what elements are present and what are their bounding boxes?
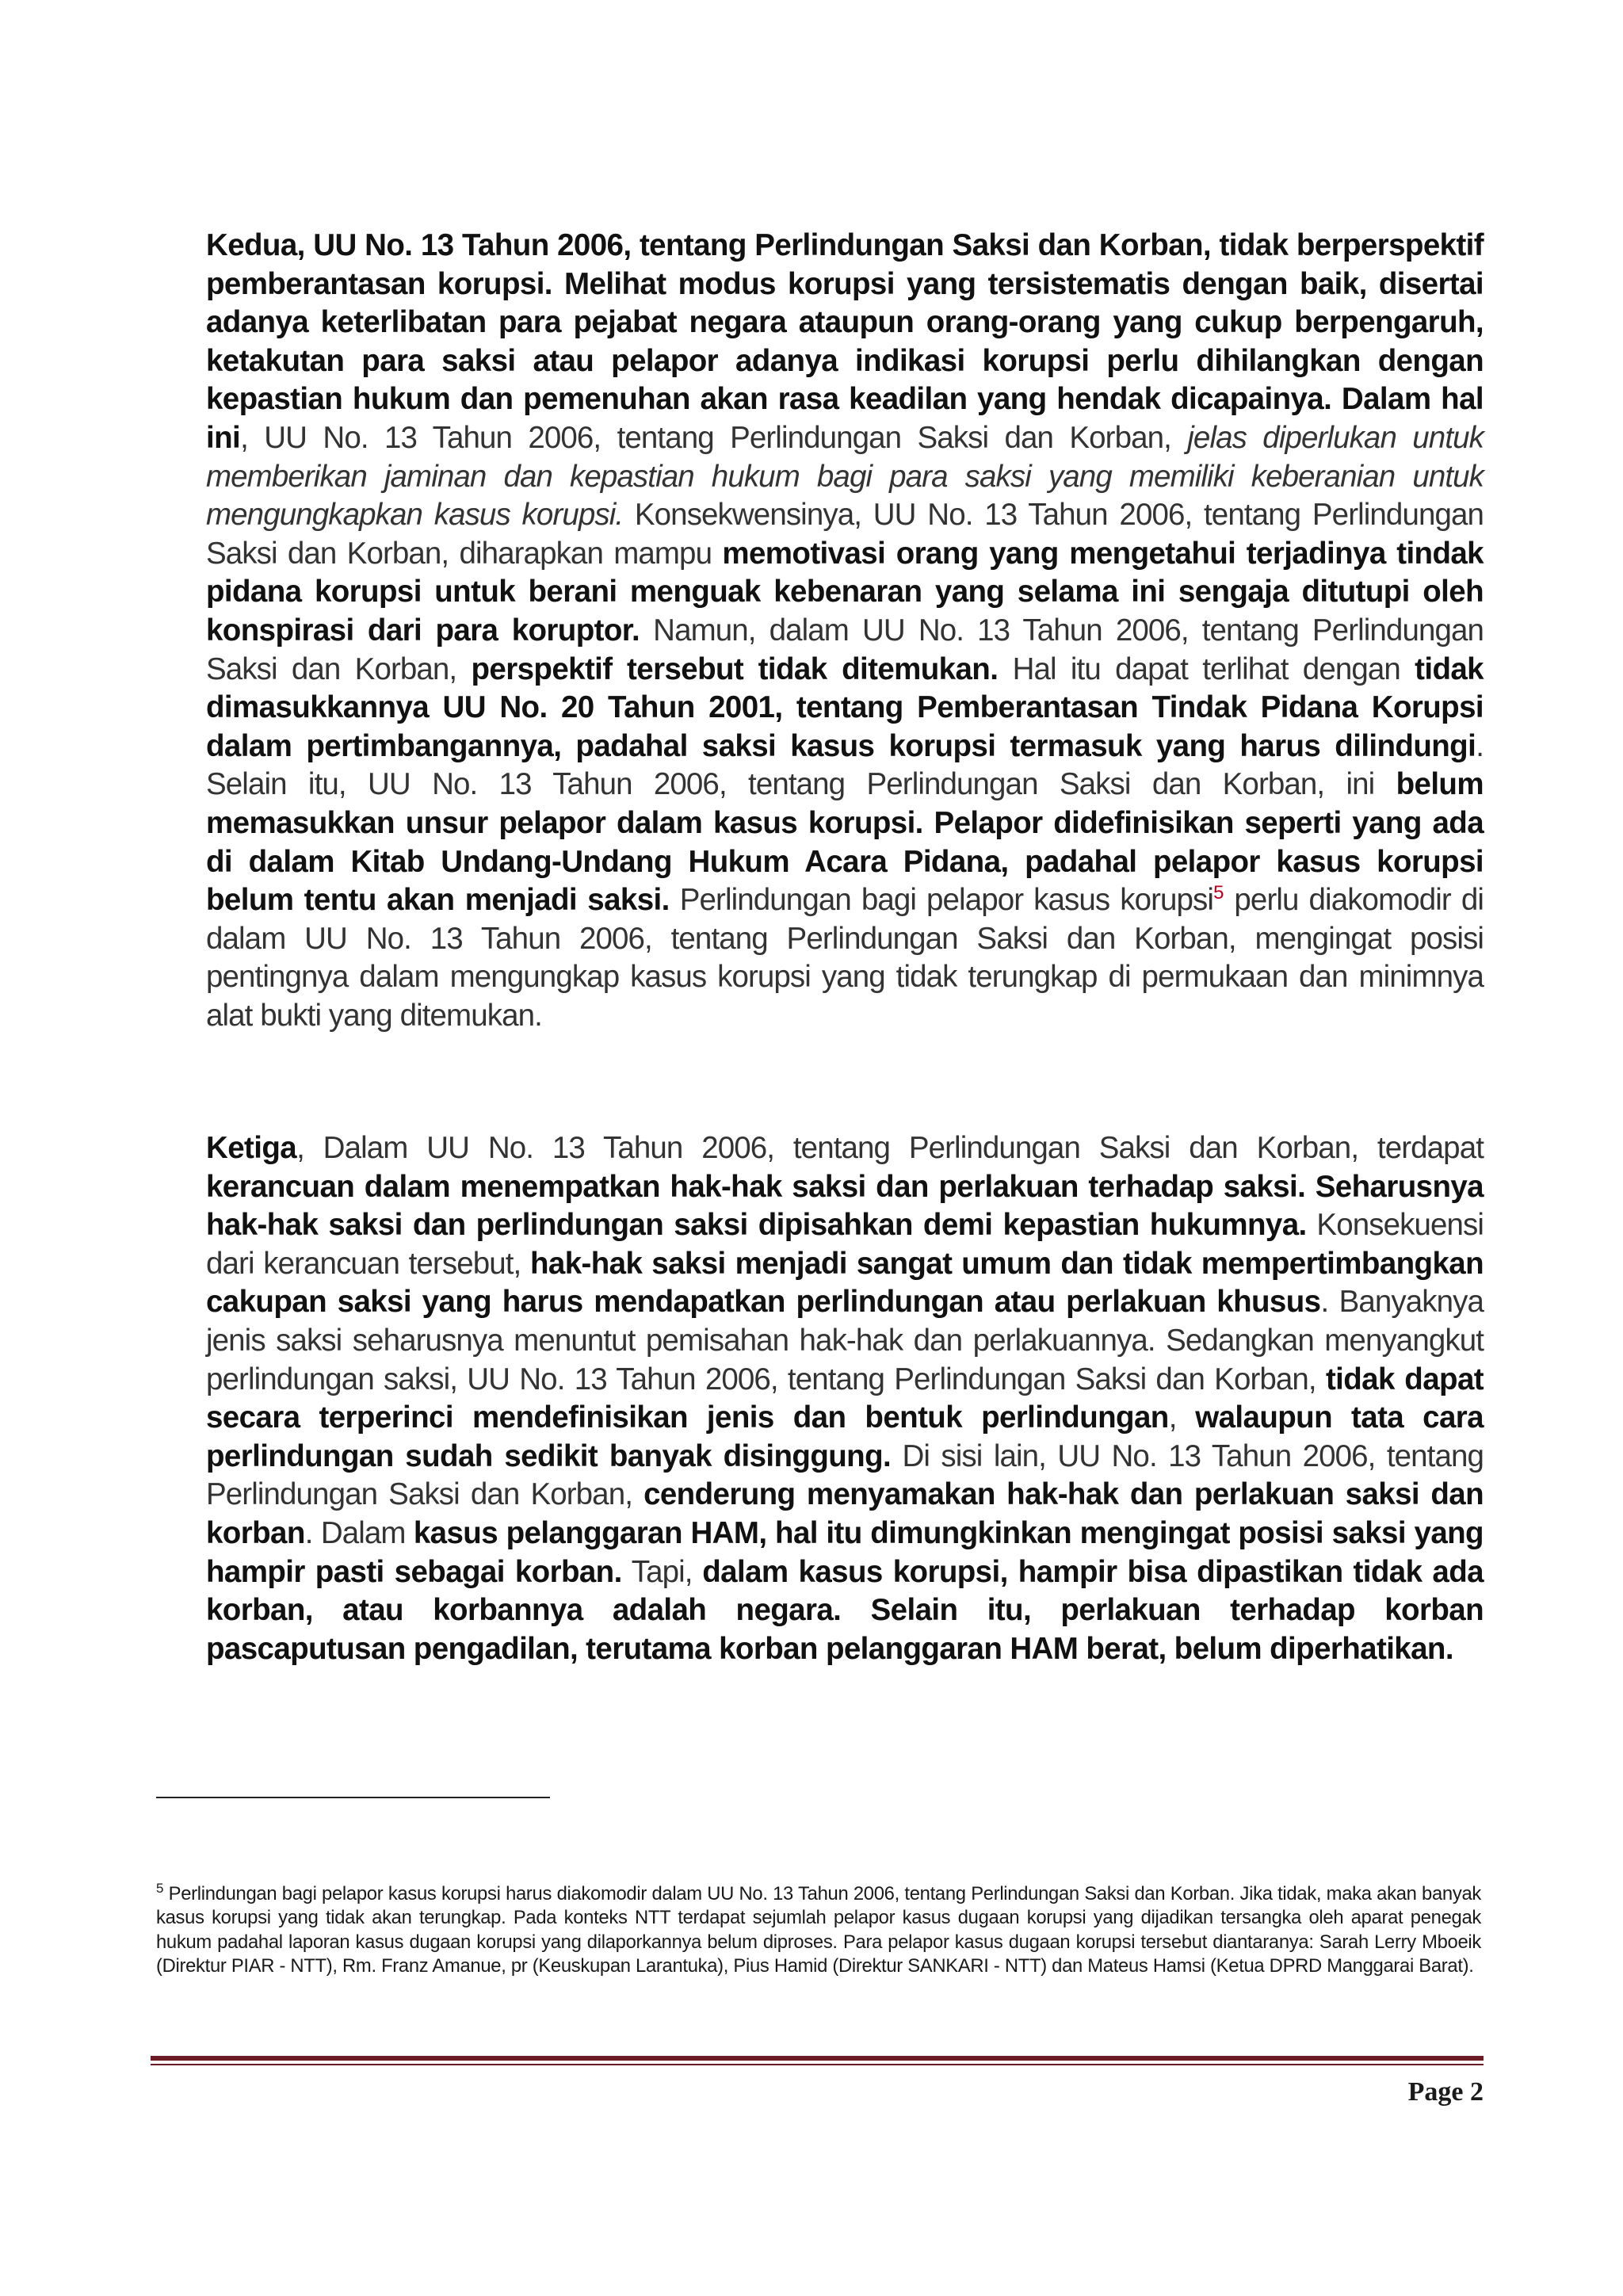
run: Ketiga [206, 1131, 297, 1165]
run: Perlindungan bagi pelapor kasus korupsi [669, 883, 1214, 918]
page-number: Page 2 [1407, 2077, 1484, 2107]
paragraph-ketiga [206, 1129, 1484, 1668]
footnote-mark: 5 [156, 1881, 164, 1897]
run: memotivasi orang yang mengetahui terjadinya tindak pidana korupsi untuk berani menguak kebenaran yang selama ini sengaja ditutupi oleh konspirasi dari para koruptor. [206, 536, 1484, 648]
run: , [1168, 1400, 1196, 1435]
run: belum memasukkan unsur pelapor dalam kasus korupsi. Pelapor didefinisikan seperti yang ada di dalam Kitab Undang-Undang Hukum Acara Pidana, padahal pelapor kasus korupsi belum tentu akan menjadi saksi. [206, 767, 1484, 918]
run: . Banyaknya jenis saksi seharusnya menuntut pemisahan hak-hak dan perlakuannya. Sedangkan menyangkut perlindungan saksi, UU No. 13 Tahun 2006, tentang Perlindungan Saksi dan Korban, [206, 1285, 1484, 1396]
run: Di sisi lain, UU No. 13 Tahun 2006, tentang Perlindungan Saksi dan Korban, [206, 1438, 1484, 1512]
run: tidak dimasukkannya UU No. 20 Tahun 2001, tentang Pemberantasan Tindak Pidana Korupsi dalam pertimbangannya, padahal saksi kasus korupsi termasuk yang harus dilindungi [206, 651, 1484, 763]
run: , UU No. 13 Tahun 2006, tentang Perlindungan Saksi dan Korban, [240, 420, 1188, 455]
footnote-text: Perlindungan bagi pelapor kasus korupsi harus diakomodir dalam UU No. 13 Tahun 2006, tentang Perlindungan Saksi dan Korban. Jika tidak, maka akan banyak kasus korupsi yang tidak akan terungkap. Pada konteks NTT terdapat sejumlah pelapor kasus dugaan korupsi yang dijadikan tersangka oleh aparat penegak hukum padahal laporan kasus dugaan korupsi yang dilaporkannya belum diproses. Para pelapor kasus dugaan korupsi tersebut diantaranya: Sarah Lerry Mboeik (Direktur PIAR - NTT), Rm. Franz Amanue, pr (Keuskupan Larantuka), Pius Hamid (Direktur SANKARI - NTT) dan Mateus Hamsi (Ketua DPRD Manggarai Barat). [156, 1883, 1481, 1977]
run: Konsekuensi dari kerancuan tersebut, [206, 1208, 1484, 1281]
run: , Dalam UU No. 13 Tahun 2006, tentang Perlindungan Saksi dan Korban, terdapat [296, 1131, 1484, 1165]
run: jelas diperlukan untuk memberikan jaminan dan kepastian hukum bagi para saksi yang memiliki keberanian untuk mengungkapkan kasus korupsi. [206, 420, 1484, 533]
footnote-separator [156, 1797, 550, 1798]
run: walaupun tata cara perlindungan sudah sedikit banyak disinggung. [206, 1400, 1484, 1473]
footer-rule-thin [151, 2064, 1484, 2065]
run: perspektif tersebut tidak ditemukan. [471, 651, 999, 686]
paragraph-kedua [206, 227, 1484, 1035]
run: Tapi, [621, 1554, 703, 1589]
footnote-reference-link[interactable]: 5 [1213, 882, 1224, 904]
run: . Dalam [304, 1515, 414, 1550]
run: . Selain itu, UU No. 13 Tahun 2006, tentang Perlindungan Saksi dan Korban, ini [206, 728, 1484, 802]
run: dalam kasus korupsi, hampir bisa dipastikan tidak ada korban, atau korbannya adalah negara. Selain itu, perlakuan terhadap korban pascaputusan pengadilan, terutama korban pelanggaran HAM berat, belum diperhatikan. [206, 1554, 1484, 1666]
run: kasus pelanggaran HAM, hal itu dimungkinkan mengingat posisi saksi yang hampir pasti sebagai korban. [206, 1515, 1484, 1589]
run: kerancuan dalam menempatkan hak-hak saksi dan perlakuan terhadap saksi. Seharusnya hak-hak saksi dan perlindungan saksi dipisahkan demi kepastian hukumnya. [206, 1169, 1484, 1243]
run: Konsekwensinya, UU No. 13 Tahun 2006, tentang Perlindungan Saksi dan Korban, diharapkan mampu [206, 498, 1484, 571]
run: Kedua, UU No. 13 Tahun 2006, tentang Perlindungan Saksi dan Korban, tidak berperspektif pemberantasan korupsi. Melihat modus korupsi yang tersistematis dengan baik, disertai adanya keterlibatan para pejabat negara ataupun orang-orang yang cukup berpengaruh, ketakutan para saksi atau pelapor adanya indikasi korupsi perlu dihilangkan dengan kepastian hukum dan pemenuhan akan rasa keadilan yang hendak dicapainya. Dalam hal ini [206, 228, 1484, 455]
run: Hal itu dapat terlihat dengan [998, 651, 1415, 686]
footer-rule-thick [151, 2056, 1484, 2061]
run: tidak dapat secara terperinci mendefinisikan jenis dan bentuk perlindungan [206, 1362, 1484, 1435]
run: cenderung menyamakan hak-hak dan perlakuan saksi dan korban [206, 1477, 1484, 1550]
footnote-5 [156, 1882, 1481, 1978]
run: perlu diakomodir di dalam UU No. 13 Tahun 2006, tentang Perlindungan Saksi dan Korban, mengingat posisi pentingnya dalam mengungkap kasus korupsi yang tidak terungkap di permukaan dan minimnya alat bukti yang ditemukan. [206, 883, 1484, 1033]
run: hak-hak saksi menjadi sangat umum dan tidak mempertimbangkan cakupan saksi yang harus mendapatkan perlindungan atau perlakuan khusus [206, 1246, 1484, 1320]
run: Namun, dalam UU No. 13 Tahun 2006, tentang Perlindungan Saksi dan Korban, [206, 613, 1484, 686]
